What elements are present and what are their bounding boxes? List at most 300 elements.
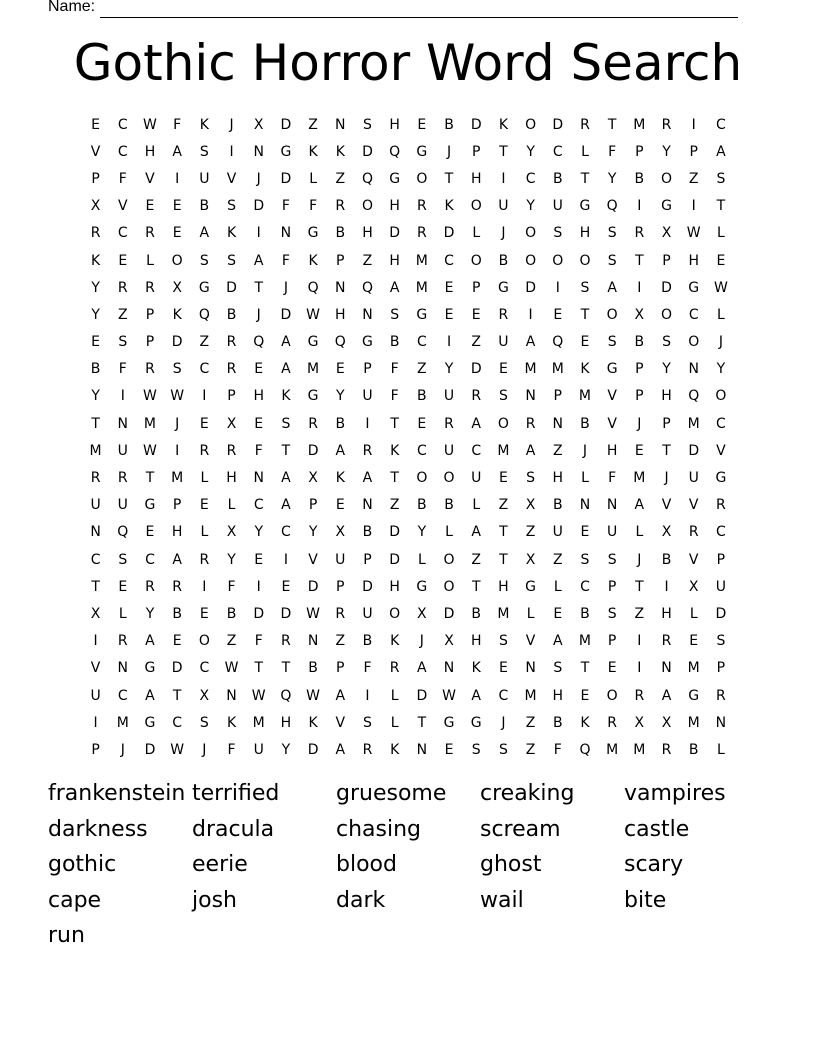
grid-letter[interactable]: E [444, 279, 454, 296]
grid-letter[interactable]: R [226, 361, 237, 378]
grid-letter[interactable]: Z [335, 170, 346, 187]
grid-letter[interactable]: T [254, 660, 263, 677]
grid-letter[interactable]: G [525, 578, 537, 595]
grid-letter[interactable]: R [145, 361, 155, 378]
grid-letter[interactable]: X [525, 551, 536, 568]
grid-letter[interactable]: D [280, 170, 292, 187]
grid-letter[interactable]: Y [308, 524, 318, 541]
grid-letter[interactable]: Q [280, 687, 292, 704]
grid-letter[interactable]: M [497, 605, 510, 622]
grid-letter[interactable]: N [335, 279, 346, 296]
grid-letter[interactable]: S [662, 334, 671, 351]
grid-letter[interactable]: F [254, 633, 263, 650]
grid-letter[interactable]: V [607, 388, 617, 405]
grid-letter[interactable]: G [579, 198, 591, 215]
grid-letter[interactable]: G [470, 714, 482, 731]
grid-letter[interactable]: C [90, 551, 101, 568]
grid-letter[interactable]: N [525, 660, 536, 677]
grid-letter[interactable]: Y [526, 143, 535, 160]
grid-letter[interactable]: U [607, 524, 618, 541]
grid-letter[interactable]: T [499, 551, 508, 568]
grid-letter[interactable]: R [716, 687, 726, 704]
grid-letter[interactable]: D [389, 225, 401, 242]
grid-letter[interactable]: C [580, 578, 590, 595]
grid-letter[interactable]: R [90, 470, 101, 487]
grid-letter[interactable]: W [306, 605, 321, 622]
grid-letter[interactable]: E [444, 741, 454, 758]
grid-letter[interactable]: E [444, 306, 454, 323]
grid-letter[interactable]: W [442, 687, 456, 704]
grid-letter[interactable]: Q [253, 334, 265, 351]
grid-letter[interactable]: X [634, 306, 645, 323]
grid-letter[interactable]: B [172, 605, 182, 622]
grid-letter[interactable]: E [118, 252, 128, 269]
grid-letter[interactable]: E [498, 470, 508, 487]
grid-letter[interactable]: T [662, 442, 671, 459]
grid-letter[interactable]: C [716, 116, 726, 133]
grid-letter[interactable]: D [253, 198, 265, 215]
grid-letter[interactable]: F [553, 741, 562, 758]
grid-letter[interactable]: R [716, 497, 726, 514]
grid-letter[interactable]: S [607, 252, 617, 269]
grid-letter[interactable]: B [444, 497, 454, 514]
grid-letter[interactable]: R [688, 524, 699, 541]
grid-letter[interactable]: D [470, 361, 482, 378]
grid-letter[interactable]: I [175, 170, 180, 187]
grid-letter[interactable]: E [172, 225, 182, 242]
grid-letter[interactable]: X [199, 687, 210, 704]
grid-letter[interactable]: S [498, 633, 508, 650]
grid-letter[interactable]: I [365, 415, 370, 432]
grid-letter[interactable]: C [498, 687, 509, 704]
grid-letter[interactable]: M [633, 470, 646, 487]
grid-letter[interactable]: N [335, 116, 346, 133]
grid-letter[interactable]: P [172, 497, 182, 514]
grid-letter[interactable]: G [688, 687, 700, 704]
grid-letter[interactable]: S [607, 605, 617, 622]
grid-letter[interactable]: C [416, 442, 427, 459]
grid-letter[interactable]: T [91, 578, 100, 595]
grid-letter[interactable]: F [227, 741, 236, 758]
grid-letter[interactable]: V [688, 551, 699, 568]
grid-letter[interactable]: Z [525, 741, 536, 758]
grid-letter[interactable]: Q [552, 334, 564, 351]
grid-letter[interactable]: Y [227, 551, 236, 568]
grid-letter[interactable]: C [416, 334, 427, 351]
grid-letter[interactable]: E [417, 415, 427, 432]
grid-letter[interactable]: C [199, 361, 210, 378]
grid-letter[interactable]: I [256, 578, 261, 595]
grid-letter[interactable]: N [579, 497, 591, 514]
grid-letter[interactable]: Q [361, 170, 373, 187]
grid-letter[interactable]: Z [471, 334, 482, 351]
grid-letter[interactable]: R [389, 660, 400, 677]
grid-letter[interactable]: D [688, 442, 700, 459]
grid-letter[interactable]: B [580, 605, 590, 622]
grid-letter[interactable]: N [362, 306, 373, 323]
grid-letter[interactable]: E [199, 497, 209, 514]
grid-letter[interactable]: R [580, 116, 590, 133]
grid-letter[interactable]: O [661, 306, 673, 323]
grid-letter[interactable]: M [633, 116, 646, 133]
grid-letter[interactable]: A [716, 143, 726, 160]
grid-letter[interactable]: N [606, 497, 618, 514]
grid-letter[interactable]: M [606, 741, 619, 758]
grid-letter[interactable]: R [172, 578, 183, 595]
grid-letter[interactable]: I [637, 279, 642, 296]
grid-letter[interactable]: B [226, 306, 237, 323]
grid-letter[interactable]: U [90, 687, 101, 704]
grid-letter[interactable]: M [497, 442, 510, 459]
grid-letter[interactable]: M [551, 361, 564, 378]
grid-letter[interactable]: G [606, 361, 618, 378]
grid-letter[interactable]: T [716, 198, 726, 215]
grid-letter[interactable]: A [281, 497, 291, 514]
grid-letter[interactable]: H [280, 714, 292, 731]
grid-letter[interactable]: Z [335, 633, 346, 650]
grid-letter[interactable]: K [335, 143, 345, 160]
grid-letter[interactable]: X [308, 470, 318, 487]
grid-letter[interactable]: B [661, 551, 672, 568]
grid-letter[interactable]: D [362, 143, 373, 160]
grid-letter[interactable]: I [446, 334, 452, 351]
grid-letter[interactable]: E [634, 442, 644, 459]
grid-letter[interactable]: P [635, 143, 644, 160]
grid-letter[interactable]: L [717, 306, 725, 323]
grid-letter[interactable]: E [145, 524, 155, 541]
grid-letter[interactable]: D [280, 605, 292, 622]
grid-letter[interactable]: C [117, 116, 128, 133]
grid-letter[interactable]: Y [91, 388, 100, 405]
grid-letter[interactable]: Q [198, 306, 210, 323]
grid-letter[interactable]: K [308, 143, 318, 160]
grid-letter[interactable]: D [389, 551, 401, 568]
grid-letter[interactable]: R [145, 578, 155, 595]
grid-letter[interactable]: R [308, 415, 318, 432]
grid-letter[interactable]: L [717, 225, 725, 242]
grid-letter[interactable]: T [281, 660, 291, 677]
grid-letter[interactable]: C [172, 714, 183, 731]
grid-letter[interactable]: O [443, 470, 455, 487]
grid-letter[interactable]: S [716, 170, 726, 187]
grid-letter[interactable]: E [118, 578, 128, 595]
grid-letter[interactable]: V [308, 551, 318, 568]
grid-letter[interactable]: T [281, 442, 291, 459]
grid-letter[interactable]: R [634, 225, 645, 242]
grid-letter[interactable]: P [635, 388, 644, 405]
grid-letter[interactable]: S [390, 306, 400, 323]
grid-letter[interactable]: A [525, 442, 536, 459]
grid-letter[interactable]: A [172, 143, 182, 160]
grid-letter[interactable]: D [362, 578, 373, 595]
grid-letter[interactable]: O [552, 252, 564, 269]
grid-letter[interactable]: X [90, 605, 101, 622]
grid-letter[interactable]: S [553, 225, 563, 242]
grid-letter[interactable]: J [120, 741, 125, 758]
grid-letter[interactable]: E [281, 578, 291, 595]
grid-letter[interactable]: L [445, 524, 453, 541]
grid-letter[interactable]: R [90, 225, 101, 242]
grid-letter[interactable]: P [308, 497, 318, 514]
grid-letter[interactable]: I [256, 225, 261, 242]
grid-letter[interactable]: O [606, 306, 618, 323]
grid-letter[interactable]: C [117, 225, 128, 242]
grid-letter[interactable]: J [175, 415, 180, 432]
grid-letter[interactable]: I [202, 578, 207, 595]
grid-letter[interactable]: W [686, 225, 701, 242]
grid-letter[interactable]: K [390, 442, 400, 459]
grid-letter[interactable]: S [227, 198, 236, 215]
grid-letter[interactable]: S [363, 116, 372, 133]
grid-letter[interactable]: L [200, 524, 209, 541]
grid-letter[interactable]: I [175, 442, 180, 459]
grid-letter[interactable]: S [607, 225, 617, 242]
grid-letter[interactable]: J [718, 334, 723, 351]
grid-letter[interactable]: W [143, 442, 157, 459]
grid-letter[interactable]: M [143, 415, 157, 432]
grid-letter[interactable]: K [390, 633, 400, 650]
grid-letter[interactable]: R [226, 334, 237, 351]
grid-letter[interactable]: J [256, 306, 261, 323]
grid-letter[interactable]: X [661, 714, 672, 731]
grid-letter[interactable]: R [335, 605, 346, 622]
grid-letter[interactable]: Z [389, 497, 400, 514]
grid-letter[interactable]: K [172, 306, 182, 323]
grid-letter[interactable]: H [606, 442, 618, 459]
grid-letter[interactable]: C [117, 143, 128, 160]
grid-letter[interactable]: P [336, 660, 345, 677]
grid-letter[interactable]: T [172, 687, 182, 704]
grid-letter[interactable]: C [471, 442, 482, 459]
grid-letter[interactable]: U [199, 170, 210, 187]
grid-letter[interactable]: I [691, 116, 696, 133]
grid-letter[interactable]: M [633, 741, 646, 758]
grid-letter[interactable]: N [307, 633, 319, 650]
grid-letter[interactable]: T [580, 306, 590, 323]
grid-letter[interactable]: P [91, 741, 100, 758]
grid-letter[interactable]: P [363, 551, 372, 568]
grid-letter[interactable]: K [335, 470, 345, 487]
grid-letter[interactable]: Z [552, 442, 563, 459]
grid-letter[interactable]: O [171, 252, 183, 269]
grid-letter[interactable]: O [525, 225, 537, 242]
grid-letter[interactable]: Y [607, 170, 617, 187]
grid-letter[interactable]: B [498, 252, 509, 269]
grid-letter[interactable]: O [443, 551, 455, 568]
grid-letter[interactable]: L [390, 714, 399, 731]
grid-letter[interactable]: U [498, 334, 509, 351]
grid-letter[interactable]: Y [444, 361, 454, 378]
grid-letter[interactable]: I [229, 143, 234, 160]
grid-letter[interactable]: A [145, 633, 155, 650]
grid-letter[interactable]: L [200, 470, 209, 487]
grid-letter[interactable]: F [281, 252, 290, 269]
grid-letter[interactable]: Z [634, 605, 645, 622]
grid-letter[interactable]: X [335, 524, 346, 541]
grid-letter[interactable]: R [362, 741, 373, 758]
grid-letter[interactable]: R [335, 198, 346, 215]
grid-letter[interactable]: R [498, 306, 509, 323]
grid-letter[interactable]: C [281, 524, 291, 541]
grid-letter[interactable]: C [117, 687, 128, 704]
grid-letter[interactable]: K [390, 741, 400, 758]
grid-letter[interactable]: K [471, 660, 481, 677]
grid-letter[interactable]: H [552, 470, 564, 487]
grid-letter[interactable]: O [443, 578, 455, 595]
grid-letter[interactable]: O [361, 198, 373, 215]
grid-letter[interactable]: O [416, 170, 428, 187]
grid-letter[interactable]: L [390, 687, 399, 704]
grid-letter[interactable]: Y [91, 306, 100, 323]
grid-letter[interactable]: B [362, 524, 373, 541]
grid-letter[interactable]: X [253, 116, 264, 133]
grid-letter[interactable]: P [336, 252, 345, 269]
grid-letter[interactable]: I [664, 578, 669, 595]
grid-letter[interactable]: D [307, 578, 319, 595]
grid-letter[interactable]: F [254, 442, 263, 459]
grid-letter[interactable]: H [389, 578, 400, 595]
grid-letter[interactable]: D [280, 306, 292, 323]
grid-letter[interactable]: A [471, 687, 481, 704]
grid-letter[interactable]: Y [336, 388, 345, 405]
grid-letter[interactable]: V [661, 497, 672, 514]
grid-letter[interactable]: D [171, 334, 183, 351]
grid-letter[interactable]: B [308, 660, 318, 677]
grid-letter[interactable]: R [117, 279, 128, 296]
grid-letter[interactable]: I [637, 633, 642, 650]
grid-letter[interactable]: F [608, 470, 617, 487]
grid-letter[interactable]: D [226, 279, 237, 296]
grid-letter[interactable]: O [579, 252, 591, 269]
grid-letter[interactable]: O [389, 605, 401, 622]
grid-letter[interactable]: N [688, 361, 699, 378]
grid-letter[interactable]: V [607, 415, 617, 432]
grid-letter[interactable]: N [552, 415, 564, 432]
grid-letter[interactable]: T [145, 470, 155, 487]
grid-letter[interactable]: A [471, 524, 481, 541]
grid-letter[interactable]: Y [662, 143, 671, 160]
grid-letter[interactable]: G [688, 279, 700, 296]
grid-letter[interactable]: B [90, 361, 101, 378]
grid-letter[interactable]: U [117, 442, 128, 459]
grid-letter[interactable]: N [90, 524, 101, 541]
grid-letter[interactable]: I [637, 660, 642, 677]
grid-letter[interactable]: D [525, 279, 536, 296]
grid-letter[interactable]: U [552, 524, 563, 541]
grid-letter[interactable]: N [416, 741, 428, 758]
grid-letter[interactable]: R [661, 633, 672, 650]
grid-letter[interactable]: W [306, 687, 321, 704]
grid-letter[interactable]: L [472, 497, 481, 514]
grid-letter[interactable]: I [365, 687, 370, 704]
grid-letter[interactable]: N [253, 143, 264, 160]
grid-letter[interactable]: A [281, 361, 291, 378]
grid-letter[interactable]: V [716, 442, 726, 459]
grid-letter[interactable]: D [253, 605, 265, 622]
grid-letter[interactable]: Q [307, 279, 319, 296]
grid-letter[interactable]: L [635, 524, 644, 541]
grid-letter[interactable]: R [226, 442, 237, 459]
grid-letter[interactable]: T [499, 143, 508, 160]
grid-letter[interactable]: Y [281, 741, 291, 758]
grid-letter[interactable]: M [687, 714, 700, 731]
grid-letter[interactable]: Z [308, 116, 318, 133]
grid-letter[interactable]: O [470, 198, 482, 215]
grid-letter[interactable]: G [389, 170, 401, 187]
grid-letter[interactable]: X [90, 198, 101, 215]
grid-letter[interactable]: A [253, 252, 264, 269]
grid-letter[interactable]: Q [117, 524, 129, 541]
grid-letter[interactable]: I [501, 170, 506, 187]
grid-letter[interactable]: R [416, 225, 427, 242]
grid-letter[interactable]: E [580, 334, 590, 351]
grid-letter[interactable]: C [199, 660, 210, 677]
grid-letter[interactable]: U [117, 497, 128, 514]
grid-letter[interactable]: M [524, 361, 537, 378]
grid-letter[interactable]: P [662, 252, 671, 269]
grid-letter[interactable]: B [335, 415, 346, 432]
grid-letter[interactable]: A [335, 741, 346, 758]
grid-letter[interactable]: I [637, 198, 642, 215]
grid-letter[interactable]: J [501, 225, 506, 242]
grid-letter[interactable]: X [525, 497, 536, 514]
grid-letter[interactable]: K [580, 714, 590, 731]
grid-letter[interactable]: S [716, 633, 726, 650]
grid-letter[interactable]: D [307, 442, 319, 459]
grid-letter[interactable]: F [227, 578, 236, 595]
grid-letter[interactable]: H [661, 605, 672, 622]
grid-letter[interactable]: V [335, 714, 346, 731]
grid-letter[interactable]: P [716, 551, 726, 568]
grid-letter[interactable]: G [144, 497, 156, 514]
grid-letter[interactable]: W [224, 660, 239, 677]
grid-letter[interactable]: X [417, 605, 427, 622]
grid-letter[interactable]: M [415, 252, 428, 269]
grid-letter[interactable]: D [280, 116, 292, 133]
grid-letter[interactable]: G [497, 279, 509, 296]
grid-letter[interactable]: B [580, 415, 590, 432]
grid-letter[interactable]: B [552, 714, 563, 731]
grid-letter[interactable]: A [634, 497, 645, 514]
grid-letter[interactable]: L [553, 578, 562, 595]
grid-letter[interactable]: I [120, 388, 125, 405]
grid-letter[interactable]: A [145, 687, 155, 704]
grid-letter[interactable]: M [578, 388, 592, 405]
grid-letter[interactable]: F [608, 143, 617, 160]
grid-letter[interactable]: P [471, 279, 481, 296]
grid-letter[interactable]: B [335, 225, 346, 242]
grid-letter[interactable]: S [199, 143, 209, 160]
grid-letter[interactable]: C [716, 524, 726, 541]
grid-letter[interactable]: N [443, 660, 455, 677]
grid-letter[interactable]: Z [117, 306, 128, 323]
grid-letter[interactable]: N [117, 660, 129, 677]
grid-letter[interactable]: G [443, 714, 455, 731]
grid-letter[interactable]: A [471, 415, 481, 432]
grid-letter[interactable]: S [199, 252, 209, 269]
grid-letter[interactable]: N [525, 388, 536, 405]
grid-letter[interactable]: M [307, 361, 320, 378]
grid-letter[interactable]: R [634, 687, 645, 704]
grid-letter[interactable]: T [390, 415, 399, 432]
grid-letter[interactable]: F [118, 170, 127, 187]
grid-letter[interactable]: G [144, 660, 156, 677]
grid-letter[interactable]: Y [145, 605, 155, 622]
grid-letter[interactable]: G [307, 388, 319, 405]
grid-letter[interactable]: A [417, 660, 427, 677]
grid-letter[interactable]: S [498, 388, 508, 405]
grid-letter[interactable]: Z [226, 633, 237, 650]
